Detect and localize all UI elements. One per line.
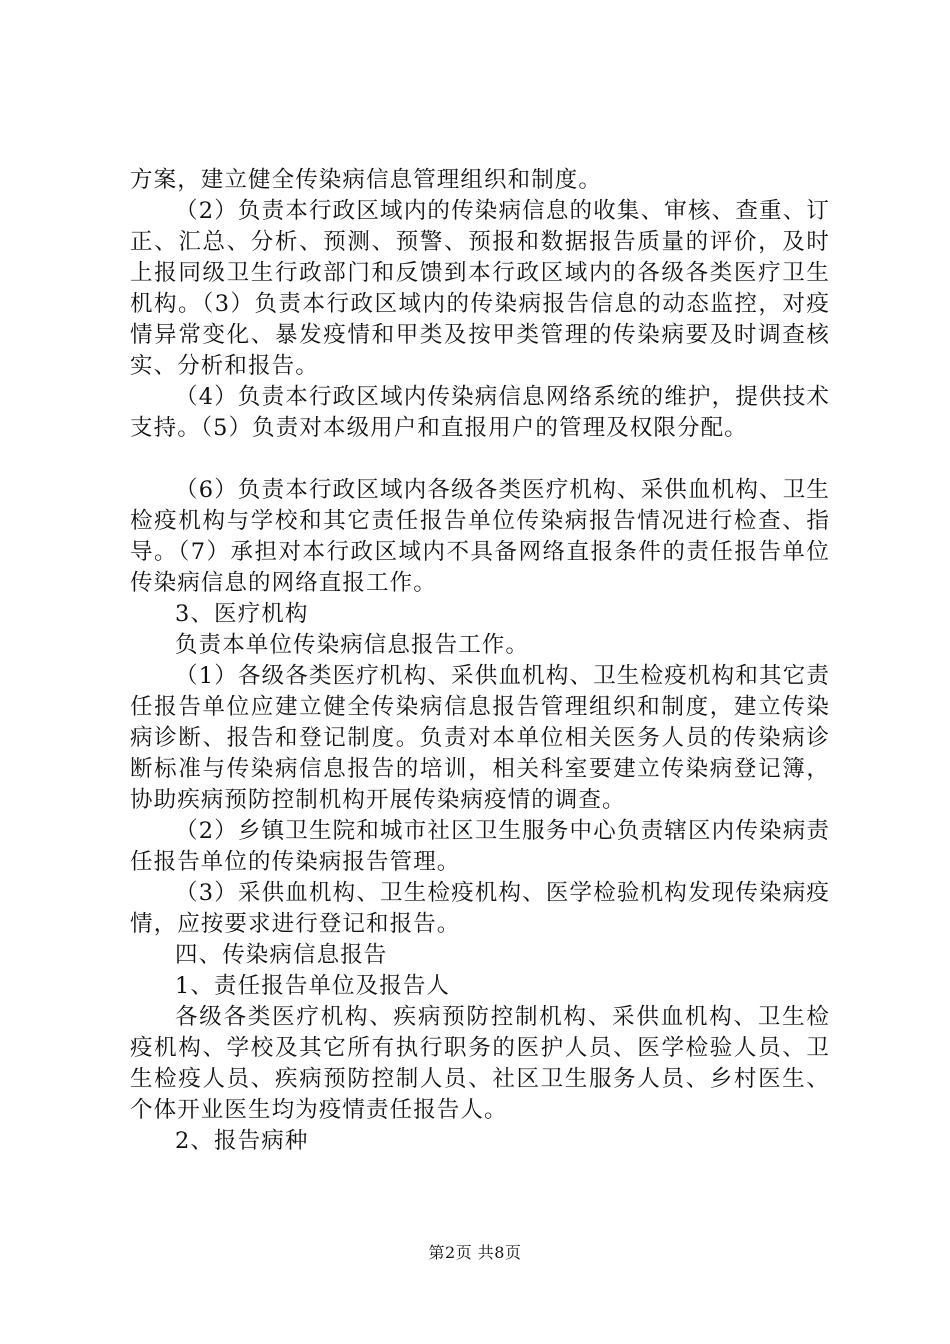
section-heading-info-report: 四、传染病信息报告: [175, 942, 388, 968]
paragraph-6: 负责本单位传染病信息报告工作。: [175, 632, 530, 658]
page-number-footer: 第2页 共8页: [428, 1243, 522, 1262]
paragraph-1: 方案，建立健全传染病信息管理组织和制度。: [130, 167, 603, 193]
paragraph-2: （2）负责本行政区域内的传染病信息的收集、审核、查重、订正、汇总、分析、预测、预警、预报和数据报告质量的评价，及时上报同级卫生行政部门和反馈到本行政区域内的各级各类医疗卫生机构。（3）负责本行政区域内的传染病报告信息的动态监控，对疫情异常变化、暴发疫情和甲类及按甲类管理的传染病要及时调查核实、分析和报告。: [130, 198, 830, 379]
section-heading-medical-institutions: 3、医疗机构: [175, 601, 309, 627]
paragraph-7: （1）各级各类医疗机构、采供血机构、卫生检疫机构和其它责任报告单位应建立健全传染病信息报告管理组织和制度，建立传染病诊断、报告和登记制度。负责对本单位相关医务人员的传染病诊断标准与传染病信息报告的培训，相关科室要建立传染病登记簿，协助疾病预防控制机构开展传染病疫情的调查。: [130, 663, 830, 813]
paragraph-12: 各级各类医疗机构、疾病预防控制机构、采供血机构、卫生检疫机构、学校及其它所有执行职务的医护人员、医学检验人员、卫生检疫人员、疾病预防控制人员、社区卫生服务人员、乡村医生、个体开业医生均为疫情责任报告人。: [130, 1004, 830, 1123]
subsection-heading-reporters: 1、责任报告单位及报告人: [175, 973, 451, 999]
subsection-heading-diseases: 2、报告病种: [175, 1128, 309, 1154]
paragraph-8: （2）乡镇卫生院和城市社区卫生服务中心负责辖区内传染病责任报告单位的传染病报告管理。: [130, 818, 830, 875]
document-body: [130, 165, 830, 1157]
paragraph-9: （3）采供血机构、卫生检疫机构、医学检验机构发现传染病疫情，应按要求进行登记和报告。: [130, 880, 830, 937]
paragraph-3: （4）负责本行政区域内传染病信息网络系统的维护，提供技术支持。（5）负责对本级用户和直报用户的管理及权限分配。: [130, 384, 830, 441]
paragraph-4: （6）负责本行政区域内各级各类医疗机构、采供血机构、卫生检疫机构与学校和其它责任报告单位传染病报告情况进行检查、指导。（7）承担对本行政区域内不具备网络直报条件的责任报告单位传染病信息的网络直报工作。: [130, 477, 830, 596]
